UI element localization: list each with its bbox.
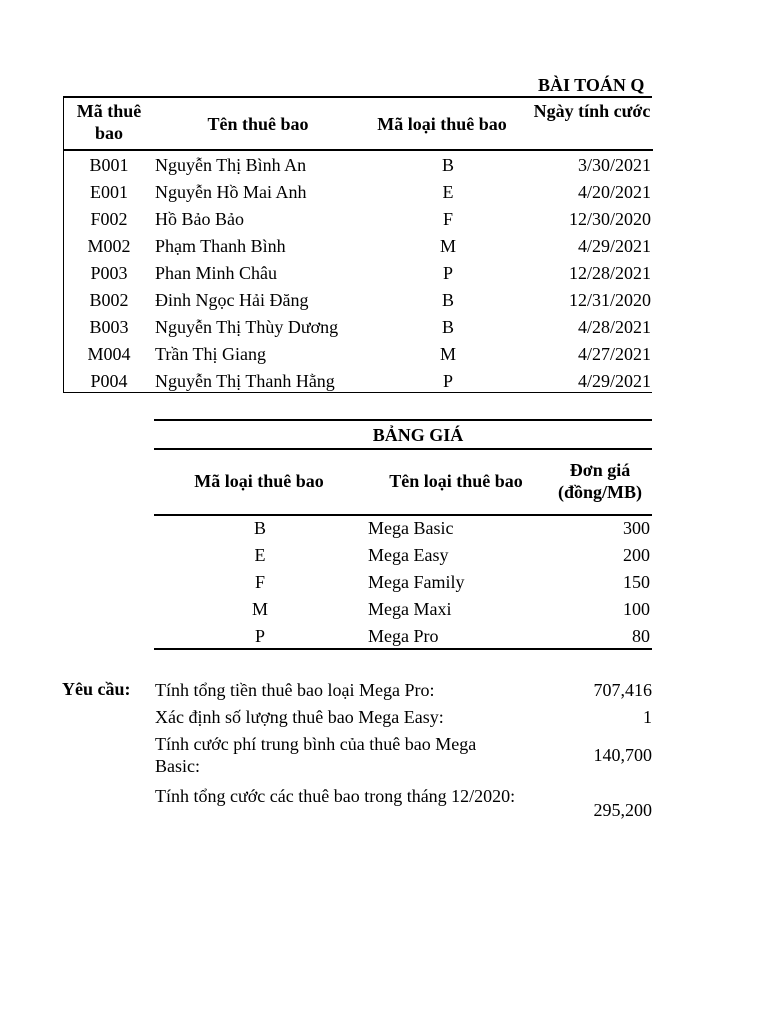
cell-ma: E001 <box>90 182 128 202</box>
cell-ma: B001 <box>89 155 129 175</box>
cell-ngay: 3/30/2021 <box>577 155 651 175</box>
table-header <box>64 98 653 151</box>
cell-ten: Hồ Bảo Bảo <box>155 209 244 229</box>
cell-don-gia: 100 <box>623 599 650 619</box>
subscriber-table <box>63 96 652 393</box>
cell-ten: Đinh Ngọc Hải Đăng <box>155 290 309 310</box>
header-ten-loai: Tên loại thuê bao <box>389 471 523 491</box>
cell-loai: E <box>442 182 454 202</box>
cell-ma: F002 <box>90 209 128 229</box>
table-row <box>64 260 653 287</box>
cell-ma-loai: P <box>254 626 265 646</box>
cell-ngay: 4/27/2021 <box>577 344 651 364</box>
header-don-gia <box>540 459 660 503</box>
cell-ma: P003 <box>90 263 128 283</box>
requirement-item <box>155 733 652 777</box>
cell-loai: B <box>441 155 454 175</box>
price-row <box>154 515 652 542</box>
cell-ten-loai: Mega Basic <box>368 518 454 538</box>
cell-ngay: 12/31/2020 <box>568 290 651 310</box>
cell-ten-loai: Mega Family <box>368 572 465 592</box>
header-ten-thue-bao: Tên thuê bao <box>207 114 309 134</box>
cell-ten-loai: Mega Pro <box>368 626 439 646</box>
cell-don-gia: 150 <box>623 572 650 592</box>
cell-ma: P004 <box>90 371 128 391</box>
requirements-label: Yêu cầu: <box>62 679 131 699</box>
cell-ten-loai: Mega Maxi <box>368 599 452 619</box>
requirement-item <box>155 679 652 701</box>
table-row <box>64 233 653 260</box>
table-row <box>64 341 653 368</box>
price-row <box>154 623 652 650</box>
price-table <box>154 419 652 650</box>
cell-loai: M <box>439 236 456 256</box>
price-table-title: BẢNG GIÁ <box>154 421 652 450</box>
cell-ten: Trần Thị Giang <box>155 344 267 364</box>
cell-ten: Nguyễn Hồ Mai Anh <box>155 182 307 202</box>
cell-loai: P <box>442 371 453 391</box>
table-row <box>64 287 653 314</box>
cell-ma: B003 <box>89 317 129 337</box>
cell-loai: P <box>442 263 453 283</box>
cell-ten: Phan Minh Châu <box>155 263 278 283</box>
price-row <box>154 569 652 596</box>
header-don-gia-line2: (đồng/MB) <box>557 482 642 502</box>
requirement-answer: 707,416 <box>593 680 652 700</box>
cell-ma-loai: B <box>253 518 266 538</box>
header-don-gia-line1: Đơn giá <box>569 460 631 480</box>
cell-ma: B002 <box>89 290 129 310</box>
cell-ngay: 4/29/2021 <box>577 371 651 391</box>
cell-ten: Nguyễn Thị Thùy Dương <box>155 317 339 337</box>
requirement-question: Tính cước phí trung bình của thuê bao Mega Basic: <box>155 734 477 776</box>
price-row <box>154 596 652 623</box>
cell-loai: F <box>442 209 453 229</box>
price-table-header <box>154 450 652 516</box>
header-ma-loai: Mã loại thuê bao <box>194 471 324 491</box>
requirement-item <box>155 785 652 829</box>
table-row <box>64 179 653 206</box>
requirement-answer: 140,700 <box>593 745 652 765</box>
cell-loai: B <box>441 290 454 310</box>
header-ngay-tinh-cuoc: Ngày tính cước <box>533 101 651 121</box>
requirement-answer: 295,200 <box>593 800 652 820</box>
cell-ma: M004 <box>87 344 131 364</box>
cell-ten: Nguyễn Thị Bình An <box>155 155 307 175</box>
header-ma-loai: Mã loại thuê bao <box>377 114 507 134</box>
cell-ngay: 4/20/2021 <box>577 182 651 202</box>
page-title: BÀI TOÁN Q <box>538 75 645 95</box>
requirement-answer: 1 <box>643 707 652 727</box>
requirement-question: Tính tổng cước các thuê bao trong tháng 12/2020: <box>155 786 516 806</box>
requirement-question: Xác định số lượng thuê bao Mega Easy: <box>155 707 444 727</box>
requirement-item <box>155 706 652 728</box>
cell-ngay: 12/28/2021 <box>568 263 651 283</box>
cell-ma-loai: F <box>254 572 265 592</box>
cell-ngay: 4/29/2021 <box>577 236 651 256</box>
cell-ngay: 4/28/2021 <box>577 317 651 337</box>
cell-loai: B <box>441 317 454 337</box>
cell-don-gia: 80 <box>632 626 650 646</box>
cell-don-gia: 200 <box>623 545 650 565</box>
cell-ten-loai: Mega Easy <box>368 545 449 565</box>
table-row <box>64 206 653 233</box>
price-row <box>154 542 652 569</box>
cell-ma-loai: E <box>254 545 266 565</box>
cell-don-gia: 300 <box>623 518 650 538</box>
header-ma-thue-bao: Mã thuê bao <box>76 101 142 143</box>
cell-ngay: 12/30/2020 <box>568 209 651 229</box>
table-row <box>64 368 653 395</box>
table-row <box>64 314 653 341</box>
cell-ten: Nguyễn Thị Thanh Hằng <box>155 371 335 391</box>
cell-loai: M <box>439 344 456 364</box>
table-row <box>64 152 653 179</box>
cell-ma: M002 <box>87 236 131 256</box>
cell-ten: Phạm Thanh Bình <box>155 236 286 256</box>
cell-ma-loai: M <box>251 599 268 619</box>
requirement-question: Tính tổng tiền thuê bao loại Mega Pro: <box>155 680 435 700</box>
